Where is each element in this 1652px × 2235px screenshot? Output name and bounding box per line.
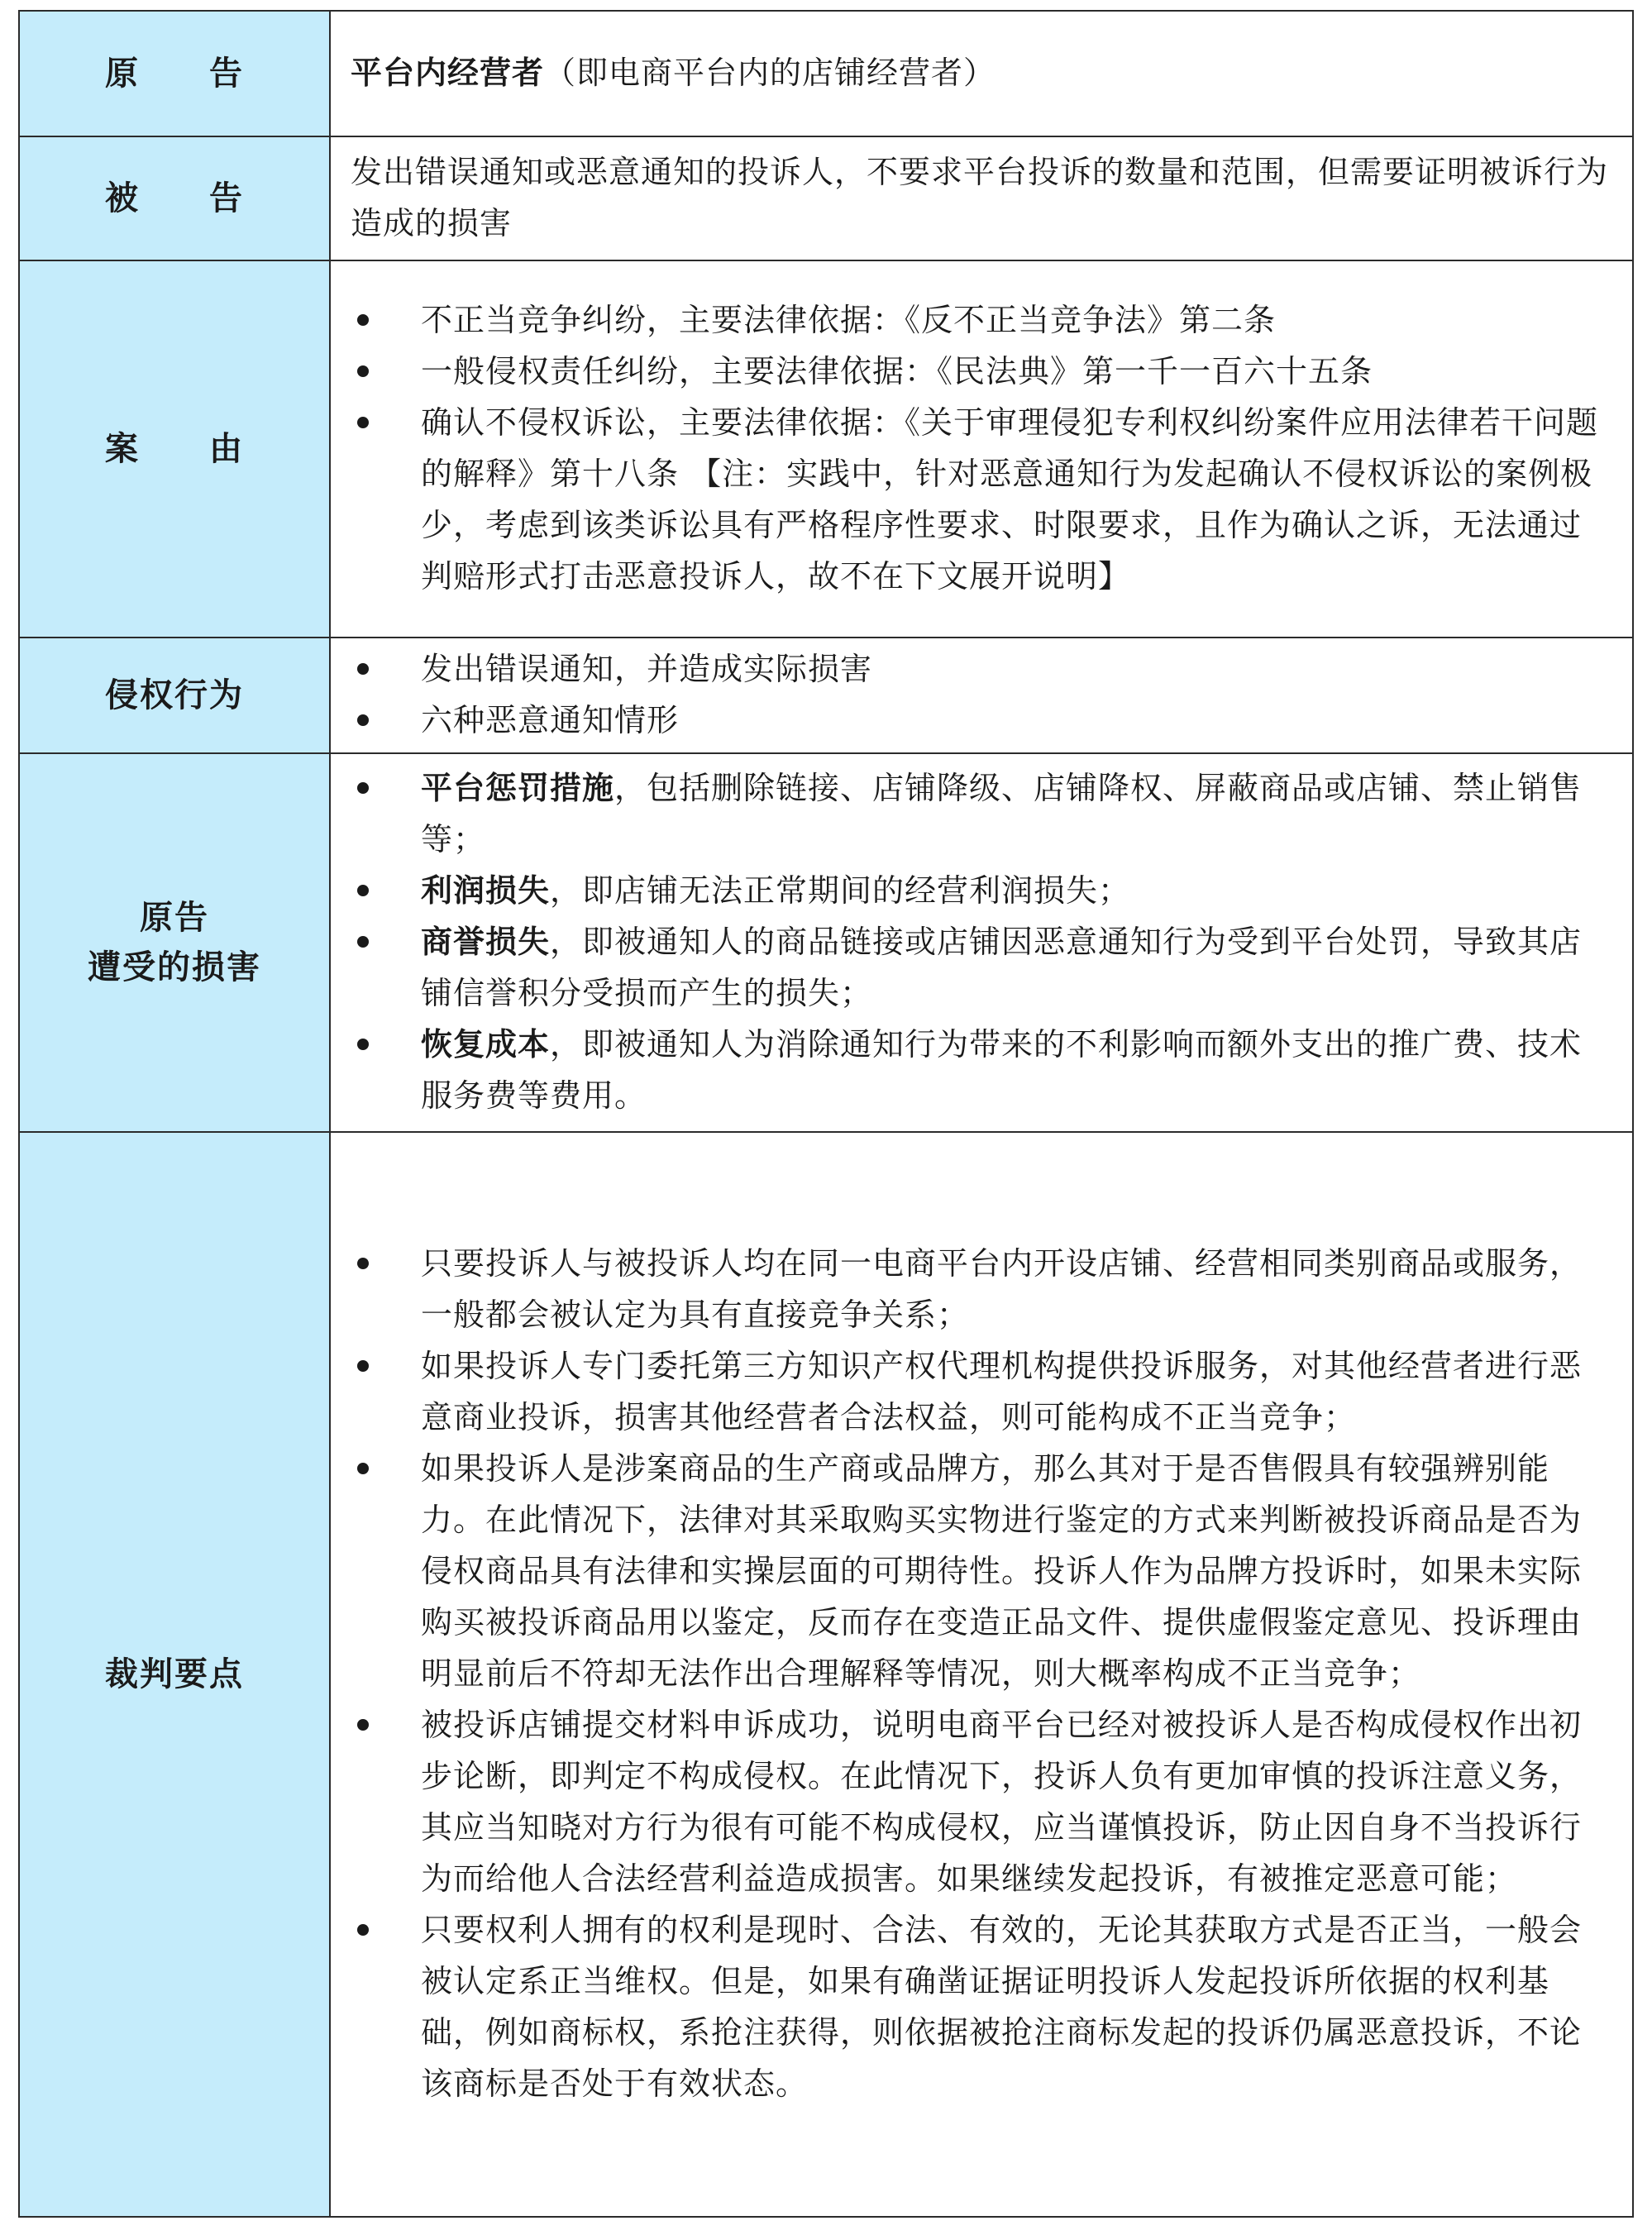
label-damages-line2: 遭受的损害 — [88, 948, 261, 986]
list-item-text: 确认不侵权诉讼，主要法律依据：《关于审理侵犯专利权纠纷案件应用法律若干问题的解释》第十八条 【注：实践中，针对恶意通知行为发起确认不侵权诉讼的案例极少，考虑到该类诉讼具有严格程序性要求、时限要求，且作为确认之诉，无法通过判赔形式打击恶意投诉人，故不在下文展开说明】 — [421, 404, 1599, 595]
content-plaintiff — [330, 11, 1633, 136]
bullet-icon — [357, 885, 369, 896]
damage-text: ，即被通知人为消除通知行为带来的不利影响而额外支出的推广费、技术服务费等费用。 — [421, 1026, 1583, 1114]
list-item — [351, 643, 1612, 695]
row-plaintiff — [19, 11, 1633, 136]
list-item — [351, 397, 1612, 602]
label-cause: 案 由 — [19, 260, 330, 638]
points-list — [351, 1238, 1612, 2109]
content-defendant — [330, 136, 1633, 260]
label-plaintiff: 原 告 — [19, 11, 330, 136]
bullet-icon — [357, 1258, 369, 1269]
content-tort — [330, 638, 1633, 753]
list-item-text: 被投诉店铺提交材料申诉成功，说明电商平台已经对被投诉人是否构成侵权作出初步论断，即判定不构成侵权。在此情况下，投诉人负有更加审慎的投诉注意义务，其应当知晓对方行为很有可能不构成侵权，应当谨慎投诉，防止因自身不当投诉行为而给他人合法经营利益造成损害。如果继续发起投诉，有被推定恶意可能； — [421, 1707, 1583, 1897]
list-item — [351, 865, 1612, 916]
row-tort — [19, 638, 1633, 753]
row-judgment-points — [19, 1132, 1633, 2217]
list-item — [351, 346, 1612, 397]
damage-text: ，包括删除链接、店铺降级、店铺降权、屏蔽商品或店铺、禁止销售等； — [421, 770, 1583, 857]
tort-list — [351, 643, 1612, 746]
list-item — [351, 1443, 1612, 1699]
bullet-icon — [357, 782, 369, 794]
damage-term: 利润损失 — [421, 872, 551, 909]
row-cause — [19, 260, 1633, 638]
row-damages — [19, 753, 1633, 1132]
cause-list — [351, 294, 1612, 602]
list-item — [351, 762, 1612, 865]
plaintiff-note: （即电商平台内的店铺经营者） — [544, 55, 996, 91]
damage-term: 平台惩罚措施 — [421, 769, 615, 806]
bullet-icon — [357, 314, 369, 326]
damage-text: ，即店铺无法正常期间的经营利润损失； — [550, 872, 1131, 909]
bullet-icon — [357, 417, 369, 428]
bullet-icon — [357, 365, 369, 377]
list-item-text: 不正当竞争纠纷，主要法律依据：《反不正当竞争法》第二条 — [421, 302, 1277, 338]
damages-list — [351, 762, 1612, 1121]
list-item — [351, 916, 1612, 1019]
plaintiff-text — [351, 47, 1612, 98]
list-item — [351, 1699, 1612, 1904]
list-item — [351, 1904, 1612, 2109]
list-item-text: 只要投诉人与被投诉人均在同一电商平台内开设店铺、经营相同类别商品或服务，一般都会被认定为具有直接竞争关系； — [421, 1245, 1583, 1333]
bullet-icon — [357, 936, 369, 948]
bullet-icon — [357, 663, 369, 675]
bullet-icon — [357, 1360, 369, 1372]
list-item-text: 只要权利人拥有的权利是现时、合法、有效的，无论其获取方式是否正当，一般会被认定系正当维权。但是，如果有确凿证据证明投诉人发起投诉所依据的权利基础，例如商标权，系抢注获得，则依据被抢注商标发起的投诉仍属恶意投诉，不论该商标是否处于有效状态。 — [421, 1912, 1583, 2102]
damage-term: 恢复成本 — [421, 1025, 551, 1063]
content-damages — [330, 753, 1633, 1132]
label-damages-line1: 原告 — [140, 898, 209, 937]
summary-table — [18, 10, 1634, 2218]
list-item-text: 发出错误通知，并造成实际损害 — [421, 651, 873, 687]
plaintiff-term: 平台内经营者 — [351, 54, 545, 91]
bullet-icon — [357, 1719, 369, 1731]
list-item — [351, 1238, 1612, 1340]
list-item-text: 一般侵权责任纠纷，主要法律依据：《民法典》第一千一百六十五条 — [421, 353, 1373, 389]
damage-text: ，即被通知人的商品链接或店铺因恶意通知行为受到平台处罚，导致其店铺信誉积分受损而产生的损失； — [421, 924, 1583, 1011]
list-item-text: 如果投诉人专门委托第三方知识产权代理机构提供投诉服务，对其他经营者进行恶意商业投诉，损害其他经营者合法权益，则可能构成不正当竞争； — [421, 1348, 1583, 1435]
label-defendant: 被 告 — [19, 136, 330, 260]
bullet-icon — [357, 1924, 369, 1936]
damage-term: 商誉损失 — [421, 923, 551, 960]
list-item — [351, 1019, 1612, 1121]
label-judgment-points: 裁判要点 — [19, 1132, 330, 2217]
defendant-text: 发出错误通知或恶意通知的投诉人，不要求平台投诉的数量和范围，但需要证明被诉行为造成的损害 — [351, 154, 1609, 241]
bullet-icon — [357, 1039, 369, 1050]
label-tort: 侵权行为 — [19, 638, 330, 753]
bullet-icon — [357, 1463, 369, 1474]
list-item-text: 如果投诉人是涉案商品的生产商或品牌方，那么其对于是否售假具有较强辨别能力。在此情况下，法律对其采取购买实物进行鉴定的方式来判断被投诉商品是否为侵权商品具有法律和实操层面的可期待性。投诉人作为品牌方投诉时，如果未实际购买被投诉商品用以鉴定，反而存在变造正品文件、提供虚假鉴定意见、投诉理由明显前后不符却无法作出合理解释等情况，则大概率构成不正当竞争； — [421, 1450, 1583, 1692]
list-item — [351, 695, 1612, 746]
list-item — [351, 294, 1612, 346]
list-item — [351, 1340, 1612, 1443]
row-defendant — [19, 136, 1633, 260]
bullet-icon — [357, 714, 369, 726]
label-damages — [19, 753, 330, 1132]
content-cause — [330, 260, 1633, 638]
content-judgment-points — [330, 1132, 1633, 2217]
list-item-text: 六种恶意通知情形 — [421, 702, 680, 738]
